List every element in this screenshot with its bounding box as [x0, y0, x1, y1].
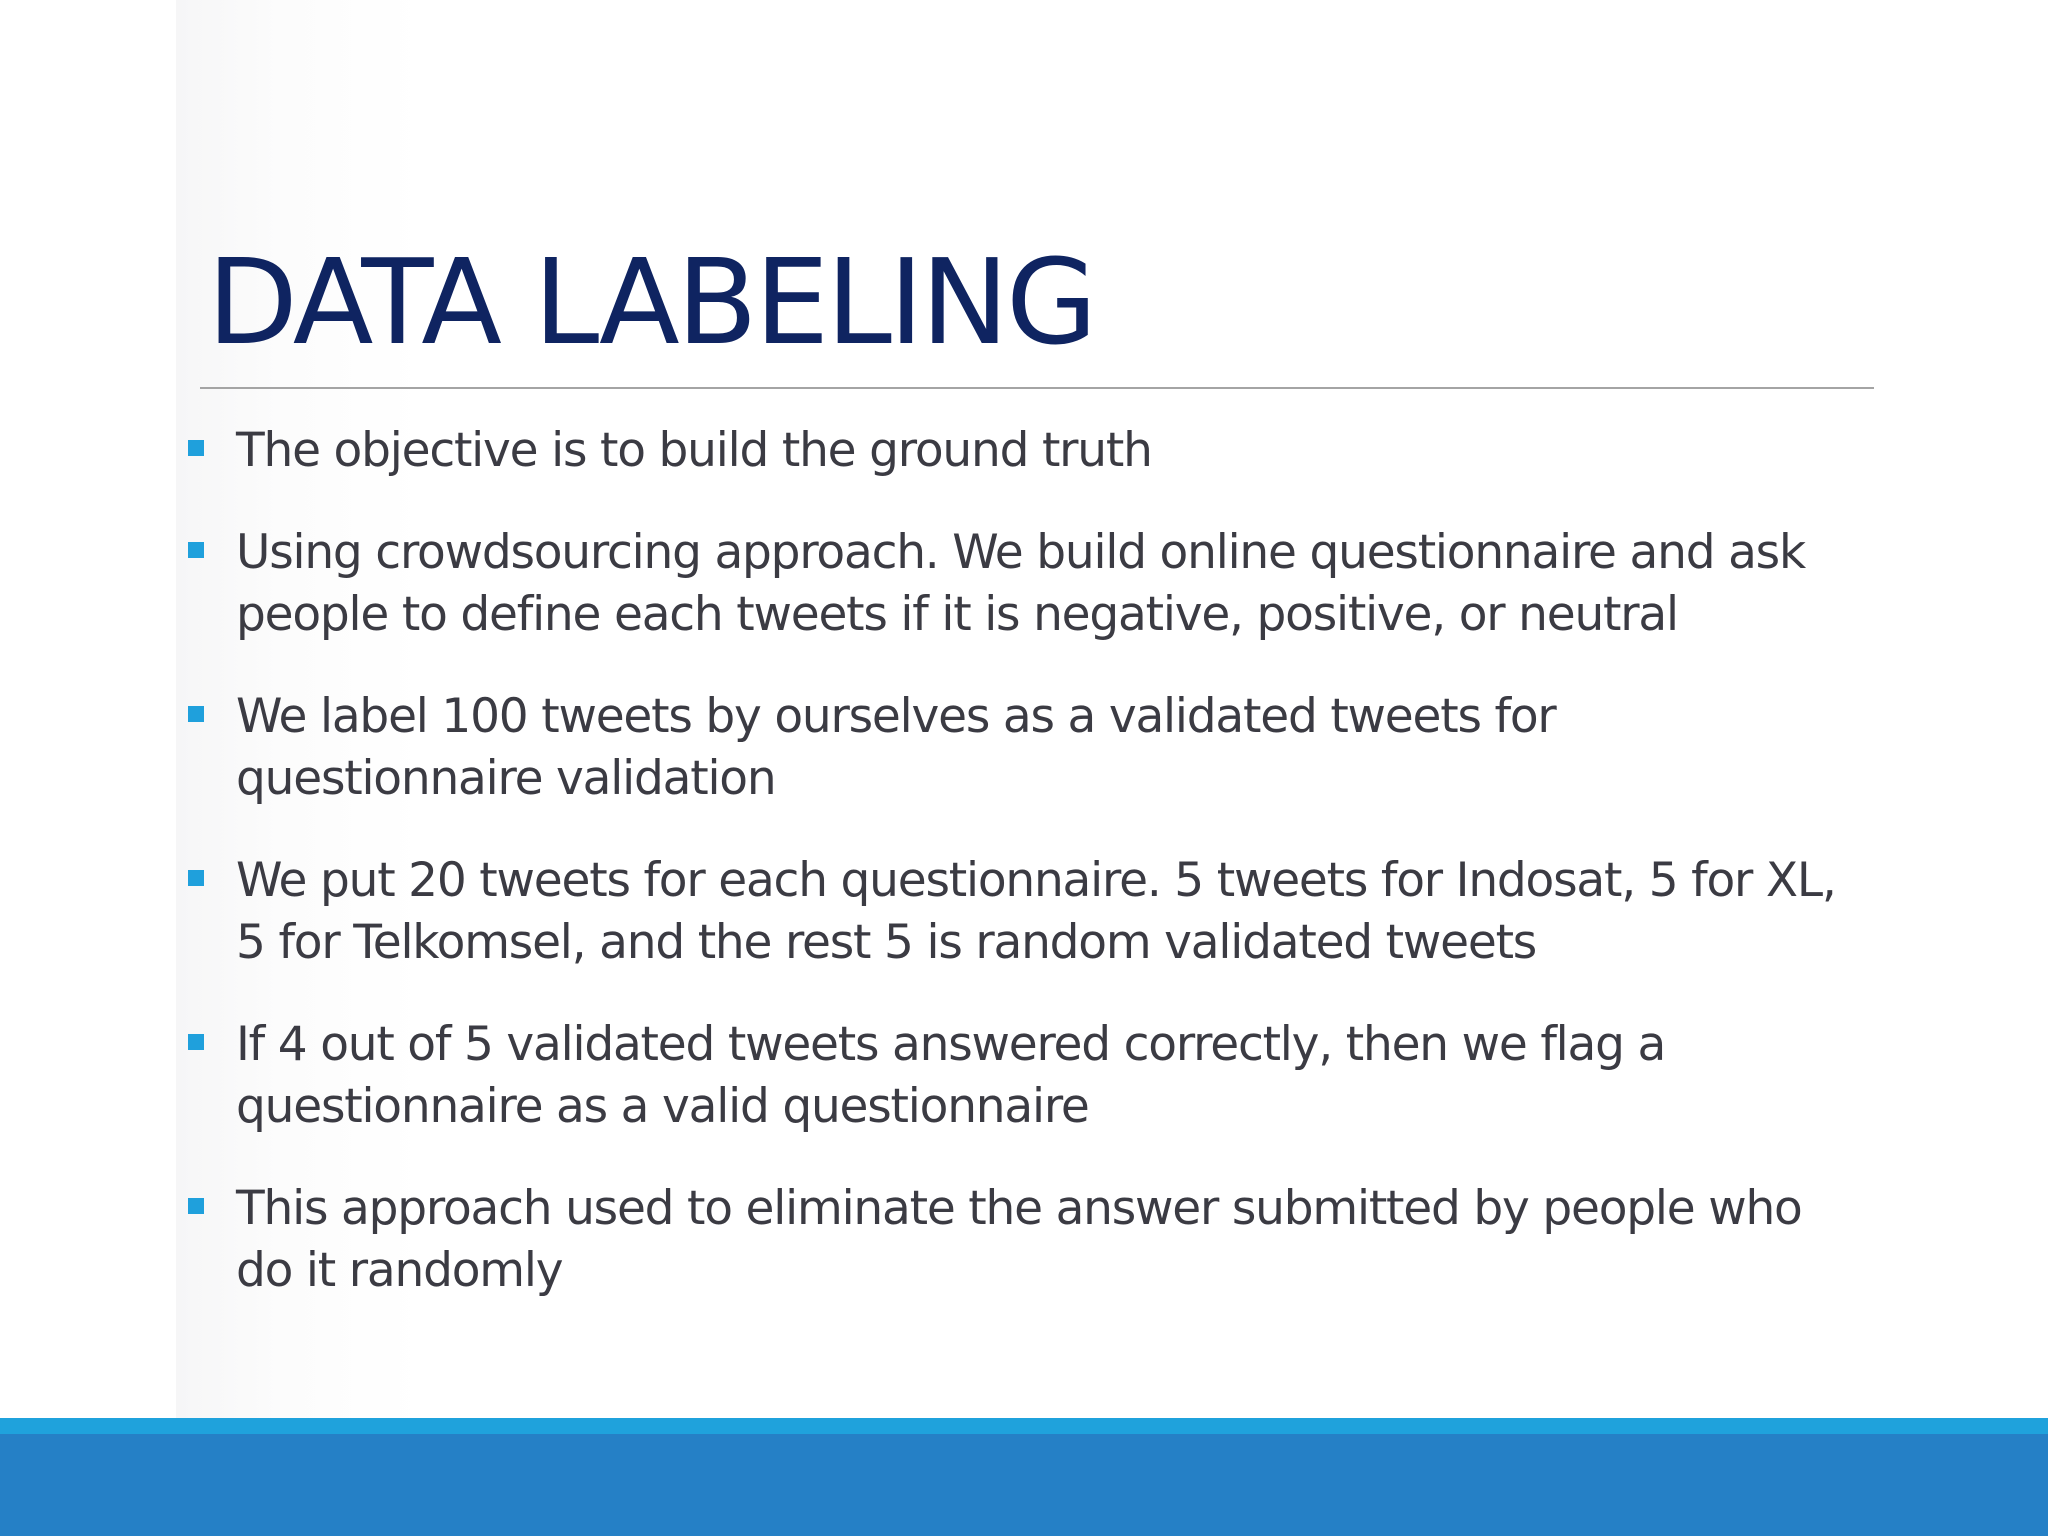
bullet-text: The objective is to build the ground truth	[236, 423, 1152, 478]
footer-accent-bar	[0, 1418, 2048, 1434]
square-bullet-icon	[188, 440, 204, 456]
slide-title: DATA LABELING	[207, 233, 1095, 371]
bullet-text: We label 100 tweets by ourselves as a validated tweets for questionnaire validation	[236, 689, 1556, 806]
bullet-item	[188, 1178, 1868, 1302]
bullet-item	[188, 420, 1868, 482]
bullet-text: This approach used to eliminate the answer submitted by people who do it randomly	[236, 1181, 1802, 1298]
bullet-text: We put 20 tweets for each questionnaire. 5 tweets for Indosat, 5 for XL, 5 for Telkomsel, and the rest 5 is random validated tweets	[236, 853, 1836, 970]
bullet-item	[188, 1014, 1868, 1138]
square-bullet-icon	[188, 1034, 204, 1050]
square-bullet-icon	[188, 1198, 204, 1214]
bullet-item	[188, 522, 1868, 646]
bullet-text: If 4 out of 5 validated tweets answered correctly, then we flag a questionnaire as a valid questionnaire	[236, 1017, 1666, 1134]
square-bullet-icon	[188, 706, 204, 722]
bullet-item	[188, 686, 1868, 810]
title-divider	[200, 387, 1874, 389]
square-bullet-icon	[188, 542, 204, 558]
bullet-list	[188, 420, 1868, 1342]
square-bullet-icon	[188, 870, 204, 886]
bullet-text: Using crowdsourcing approach. We build online questionnaire and ask people to define each tweets if it is negative, positive, or neutral	[236, 525, 1805, 642]
bullet-item	[188, 850, 1868, 974]
footer-bar	[0, 1434, 2048, 1536]
